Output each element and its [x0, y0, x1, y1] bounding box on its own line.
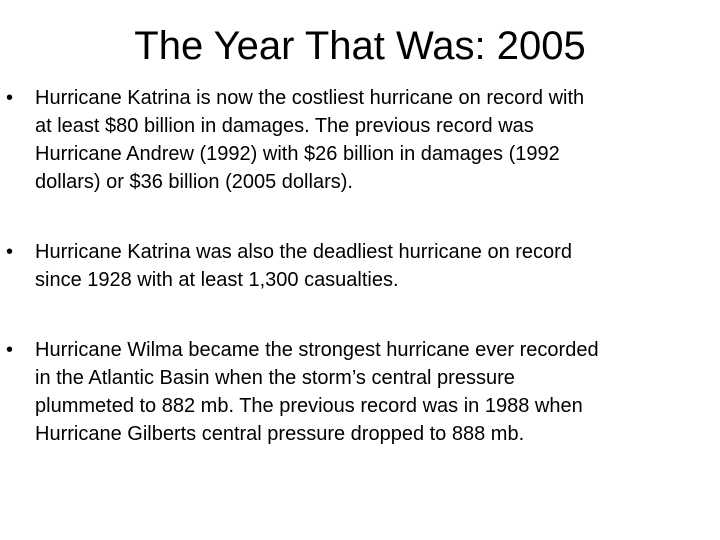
bullet-text: Hurricane Katrina is now the costliest hurricane on record with at least $80 billion in damages. The previous record was Hurricane Andrew (1992) with $26 billion in damages (1992 dollars) or $36 billion (2005 dollars). [35, 87, 585, 193]
bullet-marker: • [6, 87, 14, 109]
bullet-text: Hurricane Katrina was also the deadliest hurricane on record since 1928 with at least 1,300 casualties. [35, 241, 572, 291]
slide-title: The Year That Was: 2005 [134, 24, 586, 68]
bullet-marker: • [6, 339, 14, 361]
bullet-marker: • [6, 241, 14, 263]
bullet-text: Hurricane Wilma became the strongest hurricane ever recorded in the Atlantic Basin when the storm’s central pressure plummeted to 882 mb. The previous record was in 1988 when Hurricane Gilberts central pressure dropped to 888 mb. [35, 339, 599, 445]
